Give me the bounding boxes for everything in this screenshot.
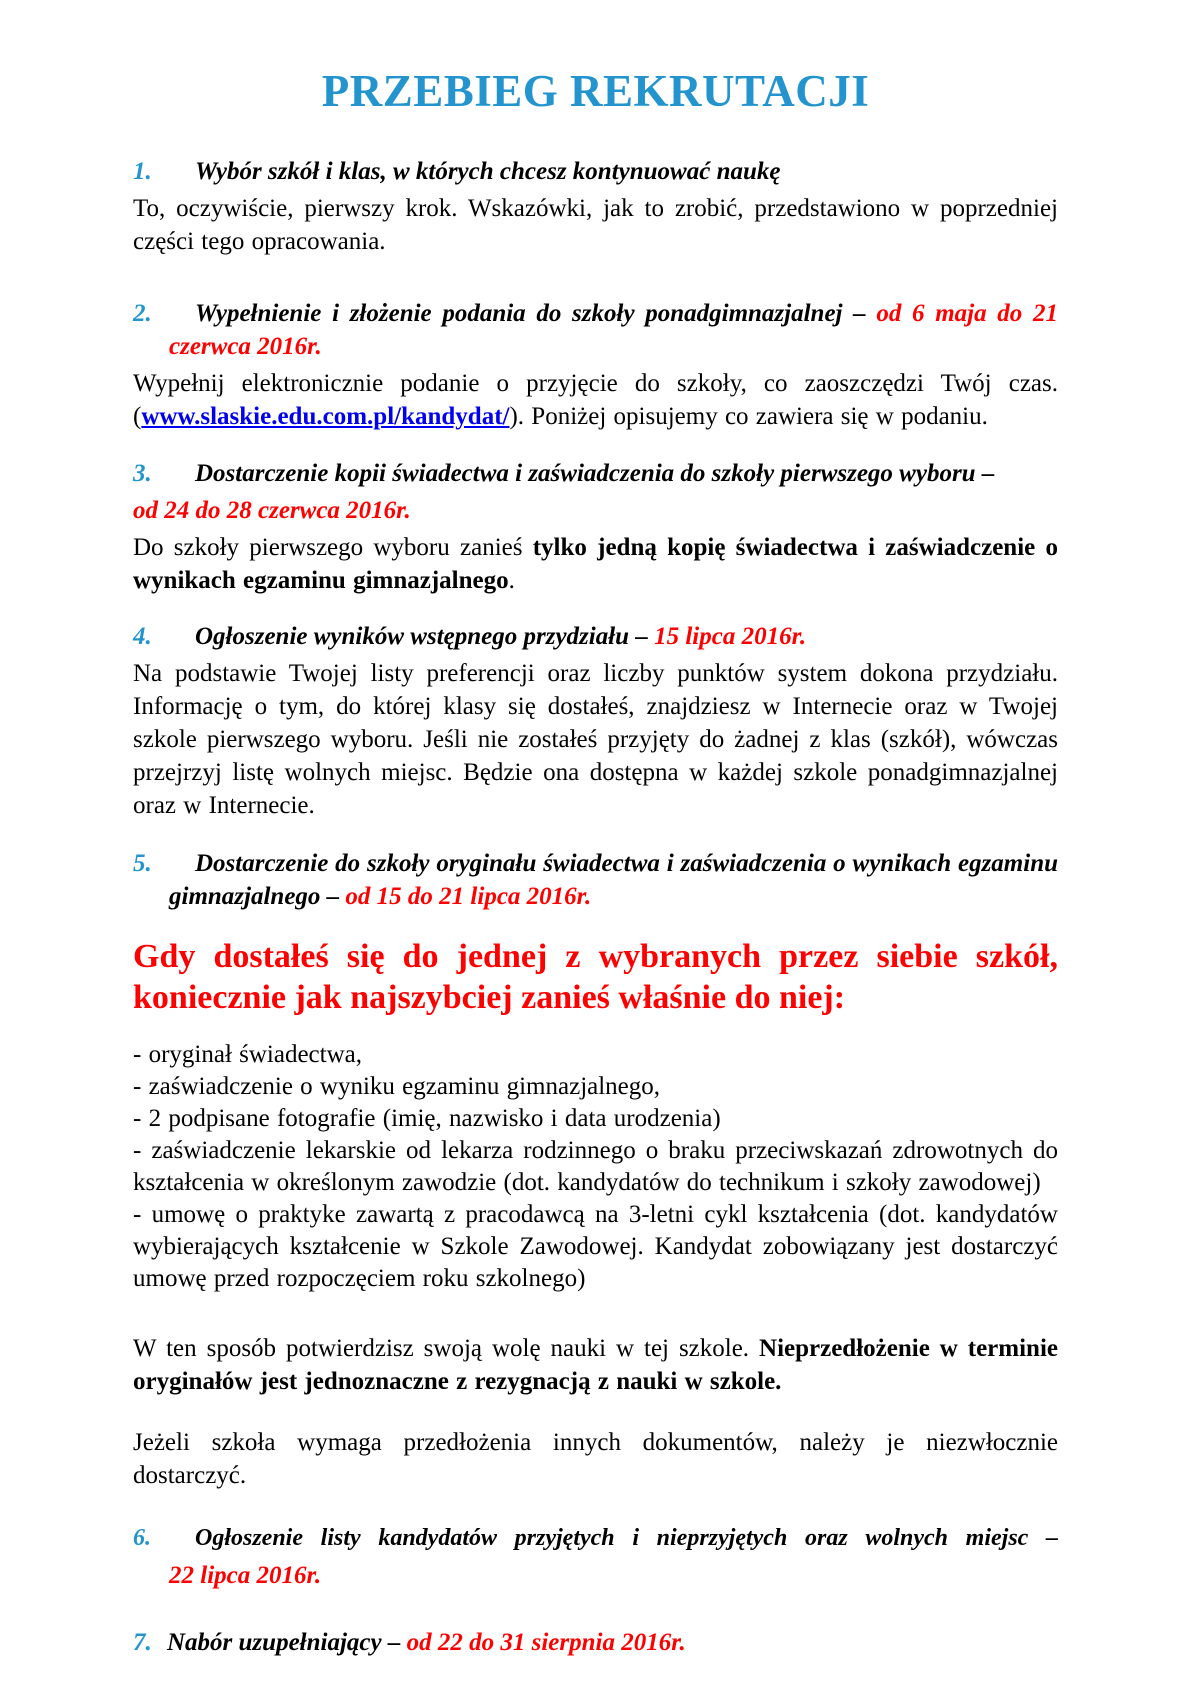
- page-title: PRZEBIEG REKRUTACJI: [321, 66, 870, 116]
- step-body-text: .: [508, 567, 515, 594]
- step-date: od 24 do 28 czerwca 2016r.: [133, 497, 411, 524]
- confirmation-text: W ten sposób potwierdzisz swoją wolę nauki w tej szkole.: [133, 1335, 760, 1362]
- step-heading: Dostarczenie kopii świadectwa i zaświadczenia do szkoły pierwszego wyboru –: [195, 460, 995, 487]
- acceptance-notice: Gdy dostałeś się do jednej z wybranych przez siebie szkół, koniecznie jak najszybciej zanieś właśnie do niej:: [133, 938, 1058, 1016]
- recruitment-step-4: [133, 620, 1058, 822]
- step-date: od 6 maja do 21 czerwca 2016r.: [169, 300, 1058, 360]
- document-item-exam-result: - zaświadczenie o wyniku egzaminu gimnazjalnego,: [133, 1073, 661, 1100]
- step-number: 7.: [133, 1629, 152, 1656]
- step-number: 5.: [133, 850, 152, 877]
- step-body: To, oczywiście, pierwszy krok. Wskazówki, jak to zrobić, przedstawiono w poprzedniej części tego opracowania.: [133, 195, 1058, 255]
- other-documents-paragraph: Jeżeli szkoła wymaga przedłożenia innych dokumentów, należy je niezwłocznie dostarczyć.: [133, 1429, 1058, 1489]
- step-date: od 22 do 31 sierpnia 2016r.: [406, 1629, 686, 1656]
- step-heading-row: [133, 620, 1058, 653]
- step-body: [133, 531, 1058, 597]
- step-number: 2.: [133, 300, 152, 327]
- step-heading-row: [133, 847, 1058, 913]
- step-heading: Ogłoszenie listy kandydatów przyjętych i nieprzyjętych oraz wolnych miejsc –: [195, 1525, 1058, 1551]
- step-heading-row: [133, 297, 1058, 363]
- step-body: [133, 367, 1058, 433]
- step-body: Na podstawie Twojej listy preferencji oraz liczby punktów system dokona przydziału. Informację o tym, do której klasy się dostałeś, znajdziesz w Internecie oraz w Twojej szkole pierwszego wyboru. Jeśli nie zostałeś przyjęty do żadnej z klas (szkół), wówczas przejrzyj listę wolnych miejsc. Będzie ona dostępna w każdej szkole ponadgimnazjalnej oraz w Internecie.: [133, 660, 1058, 819]
- recruitment-step-1: [133, 155, 1058, 258]
- step-date: 15 lipca 2016r.: [654, 623, 807, 650]
- step-body-bold: tylko jedną kopię świadectwa i zaświadczenie o wynikach egzaminu gimnazjalnego: [133, 534, 1058, 594]
- step-number: 1.: [133, 158, 152, 185]
- confirmation-paragraph: [133, 1332, 1058, 1398]
- document-item-certificate: - oryginał świadectwa,: [133, 1041, 363, 1068]
- step-heading-row: [133, 457, 1058, 490]
- step-heading: Ogłoszenie wyników wstępnego przydziału –: [195, 623, 655, 650]
- step-heading: Dostarczenie do szkoły oryginału świadectwa i zaświadczenia o wynikach egzaminu gimnazjalnego –: [169, 850, 1058, 910]
- recruitment-step-2: [133, 297, 1058, 433]
- step-body-text: Wypełnij elektronicznie podanie o przyjęcie do szkoły, co zaoszczędzi Twój czas. (: [133, 370, 1058, 430]
- step-heading: Wypełnienie i złożenie podania do szkoły ponadgimnazjalnej –: [195, 300, 877, 327]
- document-item-medical: - zaświadczenie lekarskie od lekarza rodzinnego o braku przeciwskazań zdrowotnych do kształcenia w określonym zawodzie (dot. kandydatów do technikum i szkoły zawodowej): [133, 1137, 1058, 1196]
- application-link[interactable]: www.slaskie.edu.com.pl/kandydat/: [141, 403, 510, 430]
- recruitment-step-7: [133, 1626, 1058, 1659]
- step-heading-row: [133, 1626, 1058, 1659]
- step-number: 6.: [133, 1525, 151, 1551]
- step-body-text: ). Poniżej opisujemy co zawiera się w podaniu.: [509, 403, 988, 430]
- recruitment-step-6: [133, 1522, 1058, 1592]
- required-documents-list: [133, 1039, 1058, 1295]
- step-heading-row: [133, 1522, 1058, 1555]
- step-number: 4.: [133, 623, 152, 650]
- step-heading: Wybór szkół i klas, w których chcesz kontynuować naukę: [195, 158, 781, 185]
- document-item-contract: - umowę o praktyke zawartą z pracodawcą na 3-letni cykl kształcenia (dot. kandydatów wybierających kształcenie w Szkole Zawodowej. Kandydat zobowiązany jest dostarczyć umowę przed rozpoczęciem roku szkolnego): [133, 1201, 1058, 1292]
- confirmation-warning: Nieprzedłożenie w terminie oryginałów jest jednoznaczne z rezygnacją z nauki w szkole.: [133, 1335, 1058, 1395]
- recruitment-step-3: [133, 457, 1058, 597]
- step-date: od 15 do 21 lipca 2016r.: [345, 883, 592, 910]
- step-heading: Nabór uzupełniający –: [167, 1629, 407, 1656]
- step-number: 3.: [133, 460, 152, 487]
- step-heading-row: [133, 155, 1058, 188]
- step-body-text: Do szkoły pierwszego wyboru zanieś: [133, 534, 533, 561]
- document-item-photos: - 2 podpisane fotografie (imię, nazwisko i data urodzenia): [133, 1105, 721, 1132]
- recruitment-step-5: [133, 847, 1058, 913]
- step-date: 22 lipca 2016r.: [169, 1562, 322, 1589]
